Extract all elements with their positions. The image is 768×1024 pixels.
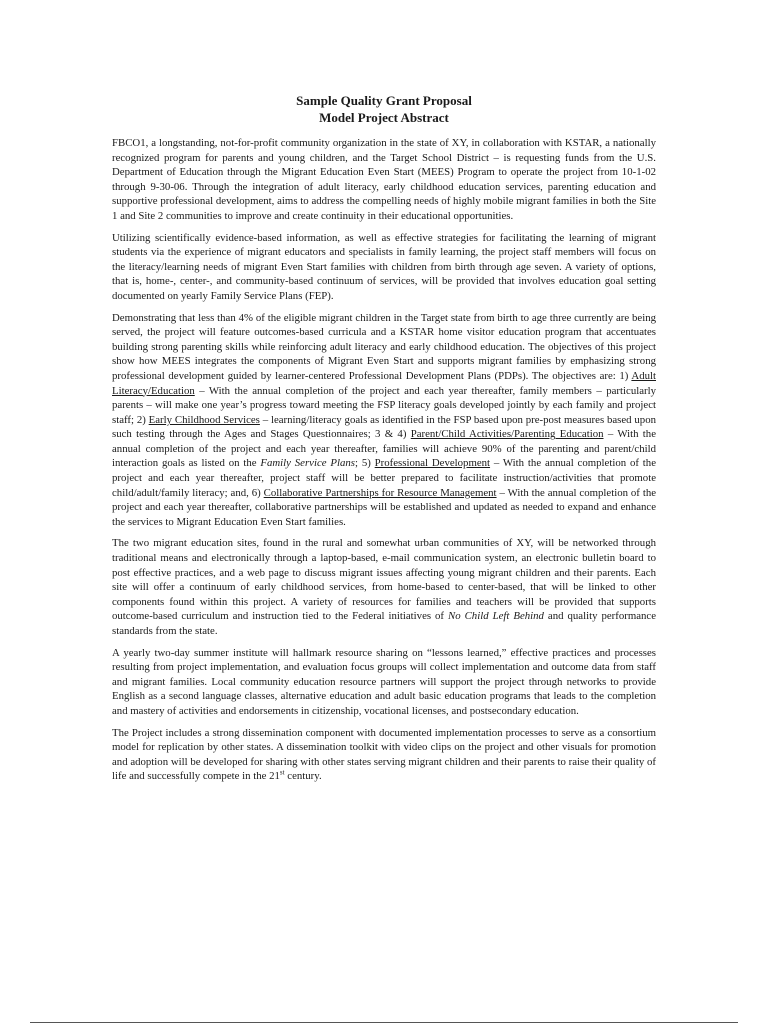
p3-text-3: – With the annual completion of the project and each year thereafter, families will achieve 90% of the parenting and parent/child interaction goals as listed on the	[112, 428, 656, 470]
p3-text-5: – With the annual completion of the project and each year thereafter, project staff will be better prepared to facilitate instruction/activities that promote child/adult/family literacy; and, 6)	[112, 457, 656, 499]
paragraph-5: A yearly two-day summer institute will hallmark resource sharing on “lessons learned,” effective practices and processes resulting from project implementation, and evaluation focus groups will collect implementation and outcome data from staff and migrant families. Local community education resource partners will support the project through networks to provide English as a second language classes, alternative education and adult basic education programs that leads to the completion and mastery of activities and endorsements in citizenship, vocational licenses, and postsecondary education.	[112, 646, 656, 717]
objective-professional-development: Professional Development	[374, 457, 491, 470]
objective-early-childhood: Early Childhood Services	[148, 413, 260, 426]
paragraph-2: Utilizing scientifically evidence-based information, as well as effective strategies for facilitating the learning of migrant students via the experience of migrant educators and specialists in family learning, the project staff members will focus on the literacy/learning needs of migrant Even Start families with children from birth through age seven. A variety of options, that is, home-, center-, and community-based continuum of services, will be provided that involves education goal setting documented on yearly Family Service Plans (FEP).	[112, 231, 656, 302]
paragraph-4	[112, 536, 656, 638]
objective-collaborative-partnerships: Collaborative Partnerships for Resource Management	[263, 486, 497, 499]
p3-text-6: – With the annual completion of the project and each year thereafter, collaborative partnerships will be established and updated as needed to expand and enhance the services to Migrant Education Even Start families.	[112, 486, 657, 528]
p3-intro: Demonstrating that less than 4% of the eligible migrant children in the Target state from birth to age three currently are being served, the project will feature outcomes-based curricula and a KSTAR home visitor education program that accentuates building strong parenting skills while reinforcing adult literacy and early childhood education. The objectives of this project show how MEES integrates the components of Migrant Even Start and supports migrant families by emphasizing strong professional development guided by learner-centered Professional Development Plans (PDPs). The objectives are: 1)	[112, 311, 656, 382]
title-block	[112, 92, 656, 126]
p6-end: century.	[284, 770, 322, 783]
objective-parent-child: Parent/Child Activities/Parenting Education	[410, 428, 604, 441]
nclb-italic: No Child Left Behind	[448, 610, 544, 623]
document-title: Sample Quality Grant Proposal	[296, 93, 472, 108]
p3-text-1: – With the annual completion of the project and each year thereafter, family members – particularly parents – will make one year’s progress toward meeting the FSP literacy goals developed jointly by each family and project staff; 2)	[112, 384, 656, 426]
objective-adult-literacy: Adult Literacy/Education	[112, 369, 656, 397]
paragraph-6	[112, 726, 656, 784]
family-service-plans-italic: Family Service Plans	[260, 457, 355, 470]
footer-divider	[30, 1022, 738, 1023]
p4-text: The two migrant education sites, found in the rural and somewhat urban communities of XY, will be networked through traditional means and electronically through a laptop-based, e-mail communication system, an electronic bulletin board to post effective practices, and a web page to discuss migrant issues affecting young migrant children and their parents. Each site will offer a continuum of early childhood services, from home-based to center-based, that will be linked to other components found within this project. A variety of resources for families and teachers will be provided that supports outcome-based curriculum and instruction tied to the Federal initiatives of	[112, 537, 656, 623]
ordinal-suffix: st	[279, 768, 285, 777]
p3-text-4: ; 5)	[354, 457, 375, 470]
p4-end: and quality performance standards from the state.	[112, 610, 656, 637]
document-subtitle: Model Project Abstract	[319, 110, 449, 125]
document-page	[112, 92, 656, 791]
paragraph-1: FBCO1, a longstanding, not-for-profit community organization in the state of XY, in collaboration with KSTAR, a nationally recognized program for parents and young children, and the Target School District – is requesting funds from the U.S. Department of Education through the Migrant Education Even Start (MEES) Program to operate the project from 10-1-02 through 9-30-06. Through the integration of adult literacy, early childhood education services, parenting education and supportive professional development, aims to address the compelling needs of highly mobile migrant families in both the Site 1 and Site 2 communities to improve and create continuity in their educational opportunities.	[112, 137, 656, 222]
paragraph-3	[112, 311, 656, 530]
p3-text-2: – learning/literacy goals as identified in the FSP based upon pre-post measures based upon such testing through the Ages and Stages Questionnaires; 3 & 4)	[112, 413, 656, 441]
p6-text: The Project includes a strong dissemination component with documented implementation processes to serve as a consortium model for replication by other states. A dissemination toolkit with video clips on the project and other visuals for promotion and adoption will be developed for sharing with other states serving migrant children and their parents to raise their quality of life and successfully compete in the 21	[112, 726, 656, 783]
